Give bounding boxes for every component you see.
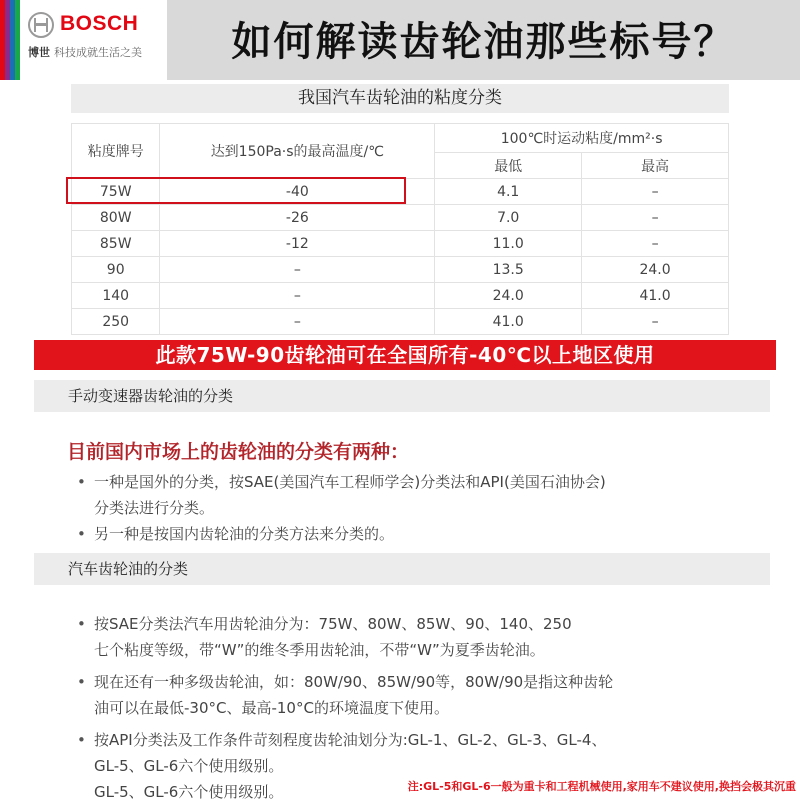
title-box (167, 0, 800, 80)
header-kinematic: 100℃时运动粘度/mm²·s (435, 124, 729, 153)
cell-grade: 140 (72, 283, 160, 309)
bullet-line: • 一种是国外的分类，按SAE(美国汽车工程师学会)分类法和API(美国石油协会) (94, 473, 606, 491)
table-title: 我国汽车齿轮油的粘度分类 (71, 84, 729, 113)
cell-max: – (582, 231, 729, 257)
brand-color-bar (0, 0, 20, 80)
table-header-row (72, 124, 729, 153)
header-grade: 粘度牌号 (72, 124, 160, 179)
table-row (72, 257, 729, 283)
brand-logo-text: BOSCH (60, 12, 139, 35)
cell-grade: 90 (72, 257, 160, 283)
brand-subline (28, 44, 142, 60)
cell-temp: -26 (160, 205, 435, 231)
cell-min: 24.0 (435, 283, 582, 309)
bullet-line: GL-5、GL-6六个使用级别。 (94, 757, 284, 775)
highlight-75w-box (66, 177, 406, 204)
brand-slogan: 科技成就生活之美 (54, 46, 142, 59)
section-heading-manual: 手动变速器齿轮油的分类 (34, 380, 770, 412)
footnote: 注:GL-5和GL-6一般为重卡和工程机械使用,家用车不建议使用,换挡会极其沉重 (404, 778, 796, 794)
list-item (77, 611, 613, 663)
cell-grade: 250 (72, 309, 160, 335)
bullet-line: 分类法进行分类。 (94, 499, 215, 517)
manual-bullet-list (77, 469, 606, 547)
cell-grade: 75W (72, 179, 160, 205)
cell-max: 24.0 (582, 257, 729, 283)
table-row (72, 231, 729, 257)
table-row (72, 283, 729, 309)
cell-max: – (582, 179, 729, 205)
cell-max: – (582, 205, 729, 231)
bullet-line: GL-5、GL-6六个使用级别。 (94, 783, 284, 801)
cell-min: 11.0 (435, 231, 582, 257)
bullet-line: • 按API分类法及工作条件苛刻程度齿轮油划分为:GL-1、GL-2、GL-3、GL-4、 (94, 731, 607, 749)
header-min: 最低 (435, 153, 582, 179)
header-max: 最高 (582, 153, 729, 179)
cell-max: 41.0 (582, 283, 729, 309)
cell-temp: – (160, 257, 435, 283)
header (0, 0, 800, 80)
list-item (77, 469, 606, 521)
bullet-line: 油可以在最低-30°C、最高-10°C的环境温度下使用。 (94, 699, 449, 717)
section-heading-auto: 汽车齿轮油的分类 (34, 553, 770, 585)
table-row (72, 205, 729, 231)
cell-grade: 80W (72, 205, 160, 231)
cell-temp: -40 (160, 179, 435, 205)
cell-temp: – (160, 309, 435, 335)
cell-min: 13.5 (435, 257, 582, 283)
page-title: 如何解读齿轮油那些标号？ (231, 19, 736, 65)
cell-temp: -12 (160, 231, 435, 257)
header-max-temp: 达到150Pa·s的最高温度/℃ (160, 124, 435, 179)
bullet-line: • 另一种是按国内齿轮油的分类方法来分类的。 (94, 525, 395, 543)
viscosity-table (71, 123, 729, 335)
list-item (77, 521, 606, 547)
bullet-line: • 按SAE分类法汽车用齿轮油分为：75W、80W、85W、90、140、250 (94, 615, 572, 633)
red-subheading: 目前国内市场上的齿轮油的分类有两种： (67, 441, 410, 463)
bullet-line: 七个粘度等级，带“W”的维冬季用齿轮油，不带“W”为夏季齿轮油。 (94, 641, 545, 659)
table-row (72, 309, 729, 335)
cell-temp: – (160, 283, 435, 309)
bullet-line: • 现在还有一种多级齿轮油，如：80W/90、85W/90等，80W/90是指这种齿轮 (94, 673, 614, 691)
brand-cn: 博世 (28, 46, 50, 59)
cell-min: 4.1 (435, 179, 582, 205)
cell-min: 41.0 (435, 309, 582, 335)
cell-max: – (582, 309, 729, 335)
bosch-logo-icon (28, 12, 54, 38)
list-item (77, 669, 613, 721)
cell-grade: 85W (72, 231, 160, 257)
cell-min: 7.0 (435, 205, 582, 231)
highlight-banner: 此款75W-90齿轮油可在全国所有-40℃以上地区使用 (34, 340, 776, 370)
